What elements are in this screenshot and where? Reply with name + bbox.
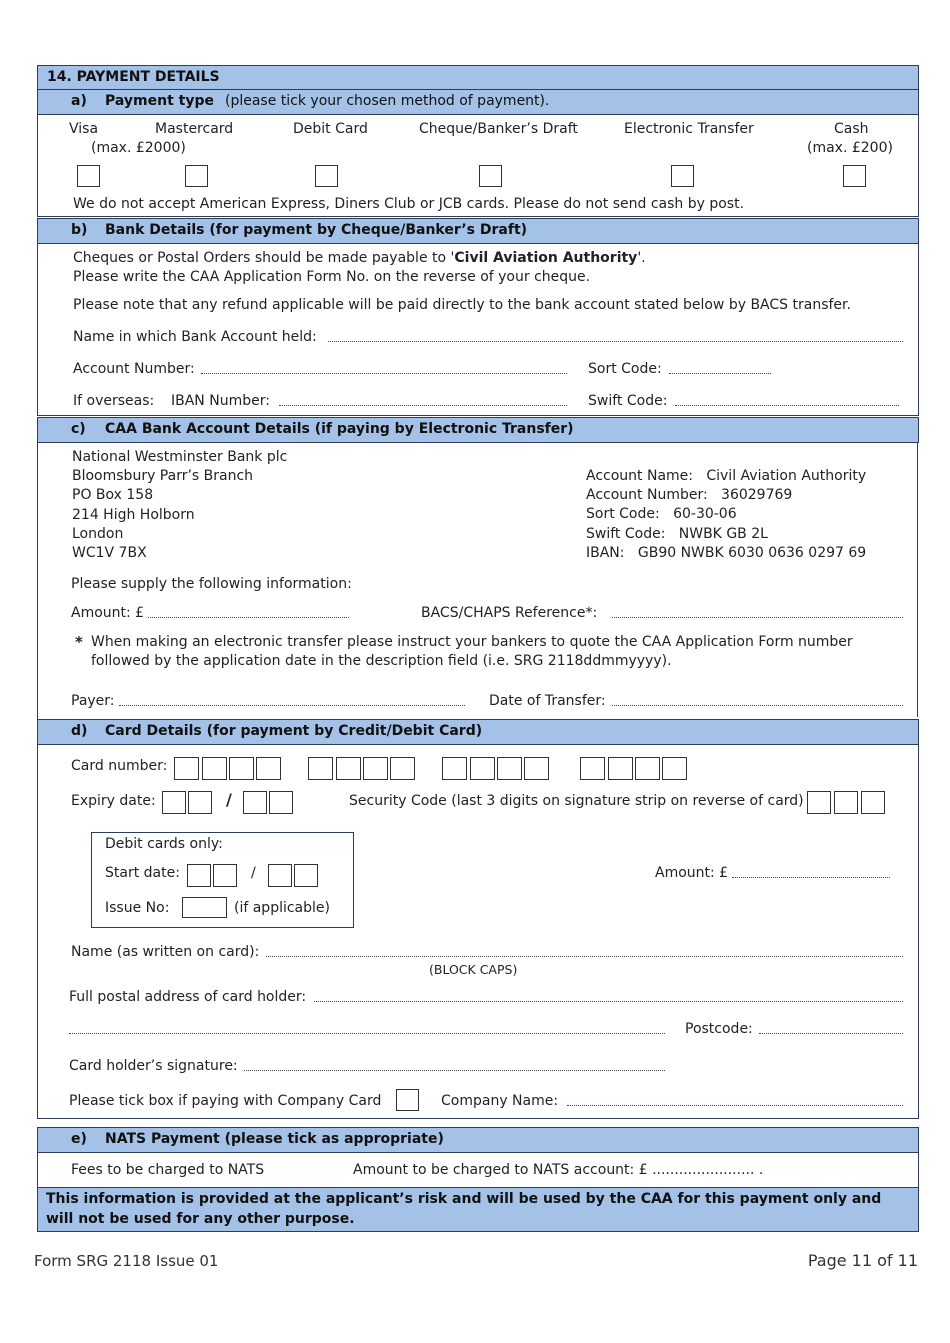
signature-label: Card holder’s signature: [69, 1058, 238, 1074]
card-digit-box[interactable] [202, 757, 227, 780]
iban-label: IBAN: [586, 544, 625, 561]
postcode-field[interactable] [759, 1033, 903, 1034]
visa-checkbox[interactable] [77, 165, 100, 187]
bank-address-line: PO Box 158 [72, 487, 154, 504]
card-digit-box[interactable] [336, 757, 361, 780]
footnote-line-1: When making an electronic transfer please instruct your bankers to quote the CAA Application Form number [91, 634, 853, 650]
card-digit-box[interactable] [256, 757, 281, 780]
expiry-month-box[interactable] [162, 791, 186, 814]
payment-type-header [37, 89, 919, 115]
bank-address-line: 214 High Holborn [72, 506, 195, 523]
nats-header [37, 1127, 919, 1153]
account-name-value: Civil Aviation Authority [706, 468, 867, 484]
expiry-month-box[interactable] [188, 791, 212, 814]
mastercard-checkbox[interactable] [185, 165, 208, 187]
caa-account-details [586, 467, 866, 563]
footnote-line-2: followed by the application date in the description field (i.e. SRG 2118ddmmyyyy). [91, 653, 672, 669]
swift-code-label: Swift Code: [586, 525, 666, 542]
card-digit-box[interactable] [390, 757, 415, 780]
card-name-field[interactable] [266, 956, 903, 957]
subsection-label: c) [71, 421, 86, 437]
section-title: 14. PAYMENT DETAILS [47, 69, 220, 85]
block-caps-note: (BLOCK CAPS) [429, 962, 518, 977]
bank-details-title: Bank Details (for payment by Cheque/Banker’s Draft) [105, 222, 528, 238]
postcode-label: Postcode: [685, 1021, 753, 1037]
expiry-label: Expiry date: [71, 793, 156, 809]
method-mastercard-label: Mastercard [155, 121, 234, 137]
sort-code-label: Sort Code: [586, 506, 660, 523]
card-digit-box[interactable] [497, 757, 522, 780]
account-held-label: Name in which Bank Account held: [73, 329, 317, 345]
reference-label: BACS/CHAPS Reference*: [421, 605, 598, 621]
account-number-value: 36029769 [721, 487, 793, 504]
company-card-label: Please tick box if paying with Company Card [69, 1093, 382, 1109]
reverse-note: Please write the CAA Application Form No. on the reverse of your cheque. [73, 269, 591, 285]
company-name-label: Company Name: [441, 1093, 559, 1109]
start-year-box[interactable] [268, 864, 292, 887]
cash-checkbox[interactable] [843, 165, 866, 187]
bank-address-line: WC1V 7BX [72, 545, 147, 562]
form-id: Form SRG 2118 Issue 01 [34, 1252, 219, 1270]
method-cash-label: Cash [834, 121, 869, 137]
card-digit-box[interactable] [470, 757, 495, 780]
iban-field[interactable] [279, 405, 567, 406]
bank-address-line: Bloomsbury Parr’s Branch [72, 468, 254, 485]
issue-no-label: Issue No: [105, 900, 170, 916]
security-digit-box[interactable] [861, 791, 885, 814]
overseas-label: If overseas: [73, 393, 155, 409]
payment-type-title: Payment type [105, 93, 214, 109]
address-field-2[interactable] [69, 1033, 665, 1034]
account-name-label: Account Name: [586, 468, 693, 484]
nats-amount-label: Amount to be charged to NATS account: £ ....................... . [353, 1162, 764, 1178]
address-label: Full postal address of card holder: [69, 989, 307, 1005]
method-mastercard-limit: (max. £2000) [91, 140, 186, 156]
swift-label: Swift Code: [588, 393, 668, 409]
sort-code-field[interactable] [669, 373, 771, 374]
caa-bank-header [37, 417, 919, 443]
refund-note: Please note that any refund applicable will be paid directly to the bank account stated below by BACS transfer. [73, 297, 851, 313]
card-digit-box[interactable] [363, 757, 388, 780]
card-digit-box[interactable] [608, 757, 633, 780]
card-amount-field[interactable] [732, 877, 890, 878]
privacy-note: This information is provided at the applicant’s risk and will be used by the CAA for this payment only and will not be used for any other purpose. [46, 1191, 882, 1227]
card-details-header [37, 719, 919, 745]
card-digit-box[interactable] [662, 757, 687, 780]
payment-type-note: (please tick your chosen method of payment). [225, 93, 550, 109]
issue-no-box[interactable] [182, 897, 227, 918]
sort-code-value: 60-30-06 [673, 506, 737, 523]
swift-code-value: NWBK GB 2L [678, 525, 768, 542]
subsection-label: d) [71, 723, 88, 739]
iban-label: IBAN Number: [171, 393, 270, 409]
method-cash-limit: (max. £200) [807, 140, 893, 156]
iban-value: GB90 NWBK 6030 0636 0297 69 [637, 544, 867, 561]
start-month-box[interactable] [187, 864, 211, 887]
start-date-label: Start date: [105, 865, 180, 881]
card-digit-box[interactable] [308, 757, 333, 780]
card-digit-box[interactable] [442, 757, 467, 780]
nats-title: NATS Payment (please tick as appropriate) [105, 1131, 444, 1147]
account-number-label: Account Number: [73, 361, 195, 377]
debit-card-checkbox[interactable] [315, 165, 338, 187]
card-details-title: Card Details (for payment by Credit/Debit Card) [105, 723, 483, 739]
method-electronic-label: Electronic Transfer [624, 121, 754, 137]
footnote-asterisk: * [75, 633, 83, 651]
caa-left-border [37, 442, 38, 720]
transfer-date-label: Date of Transfer: [489, 693, 606, 709]
account-held-field[interactable] [328, 341, 903, 342]
card-digit-box[interactable] [174, 757, 199, 780]
expiry-year-box[interactable] [243, 791, 267, 814]
company-card-checkbox[interactable] [396, 1089, 419, 1111]
bank-details-header [37, 218, 919, 244]
security-digit-box[interactable] [834, 791, 858, 814]
security-code-label: Security Code (last 3 digits on signature strip on reverse of card) [349, 793, 804, 809]
transfer-amount-label: Amount: £ [71, 605, 145, 621]
start-date-separator: / [251, 865, 256, 881]
sort-code-label: Sort Code: [588, 361, 662, 377]
start-month-box[interactable] [213, 864, 237, 887]
signature-field[interactable] [244, 1070, 665, 1071]
transfer-amount-field[interactable] [148, 617, 349, 618]
card-amount-label: Amount: £ [655, 865, 729, 881]
page-number: Page 11 of 11 [807, 1251, 918, 1270]
card-digit-box[interactable] [229, 757, 254, 780]
transfer-date-field[interactable] [612, 705, 903, 706]
subsection-label: e) [71, 1131, 87, 1147]
card-number-label: Card number: [71, 758, 168, 774]
payer-label: Payer: [71, 693, 115, 709]
issue-note: (if applicable) [234, 900, 330, 916]
company-name-field[interactable] [567, 1105, 903, 1106]
method-cheque-label: Cheque/Banker’s Draft [419, 121, 578, 137]
security-digit-box[interactable] [807, 791, 831, 814]
card-digit-box[interactable] [580, 757, 605, 780]
swift-field[interactable] [675, 405, 899, 406]
cheque-checkbox[interactable] [479, 165, 502, 187]
reference-field[interactable] [612, 617, 903, 618]
caa-bank-title: CAA Bank Account Details (if paying by Electronic Transfer) [105, 421, 574, 437]
account-number-field[interactable] [201, 373, 567, 374]
subsection-label: b) [71, 222, 88, 238]
electronic-transfer-checkbox[interactable] [671, 165, 694, 187]
section-header [37, 65, 919, 90]
payable-note: Cheques or Postal Orders should be made payable to 'Civil Aviation Authority'. [73, 250, 646, 266]
payer-field[interactable] [119, 705, 465, 706]
bank-address-line: National Westminster Bank plc [72, 449, 288, 465]
nats-fees-label: Fees to be charged to NATS [71, 1162, 265, 1178]
address-field-1[interactable] [314, 1001, 903, 1002]
subsection-label: a) [71, 93, 87, 109]
method-debit-label: Debit Card [293, 121, 368, 137]
card-name-label: Name (as written on card): [71, 944, 260, 960]
expiry-separator: / [226, 790, 232, 809]
start-year-box[interactable] [294, 864, 318, 887]
bank-address [72, 448, 287, 563]
caa-right-border [917, 442, 918, 717]
card-digit-box[interactable] [524, 757, 549, 780]
expiry-year-box[interactable] [269, 791, 293, 814]
method-visa-label: Visa [69, 121, 99, 137]
privacy-note-box [37, 1187, 919, 1232]
account-number-label: Account Number: [586, 487, 708, 504]
card-digit-box[interactable] [635, 757, 660, 780]
supply-info: Please supply the following information: [71, 576, 352, 592]
debit-only-label: Debit cards only: [105, 836, 223, 852]
card-disclaimer: We do not accept American Express, Diners Club or JCB cards. Please do not send cash by post. [73, 196, 745, 212]
bank-address-line: London [72, 525, 124, 542]
payable-name: Civil Aviation Authority [454, 250, 638, 266]
